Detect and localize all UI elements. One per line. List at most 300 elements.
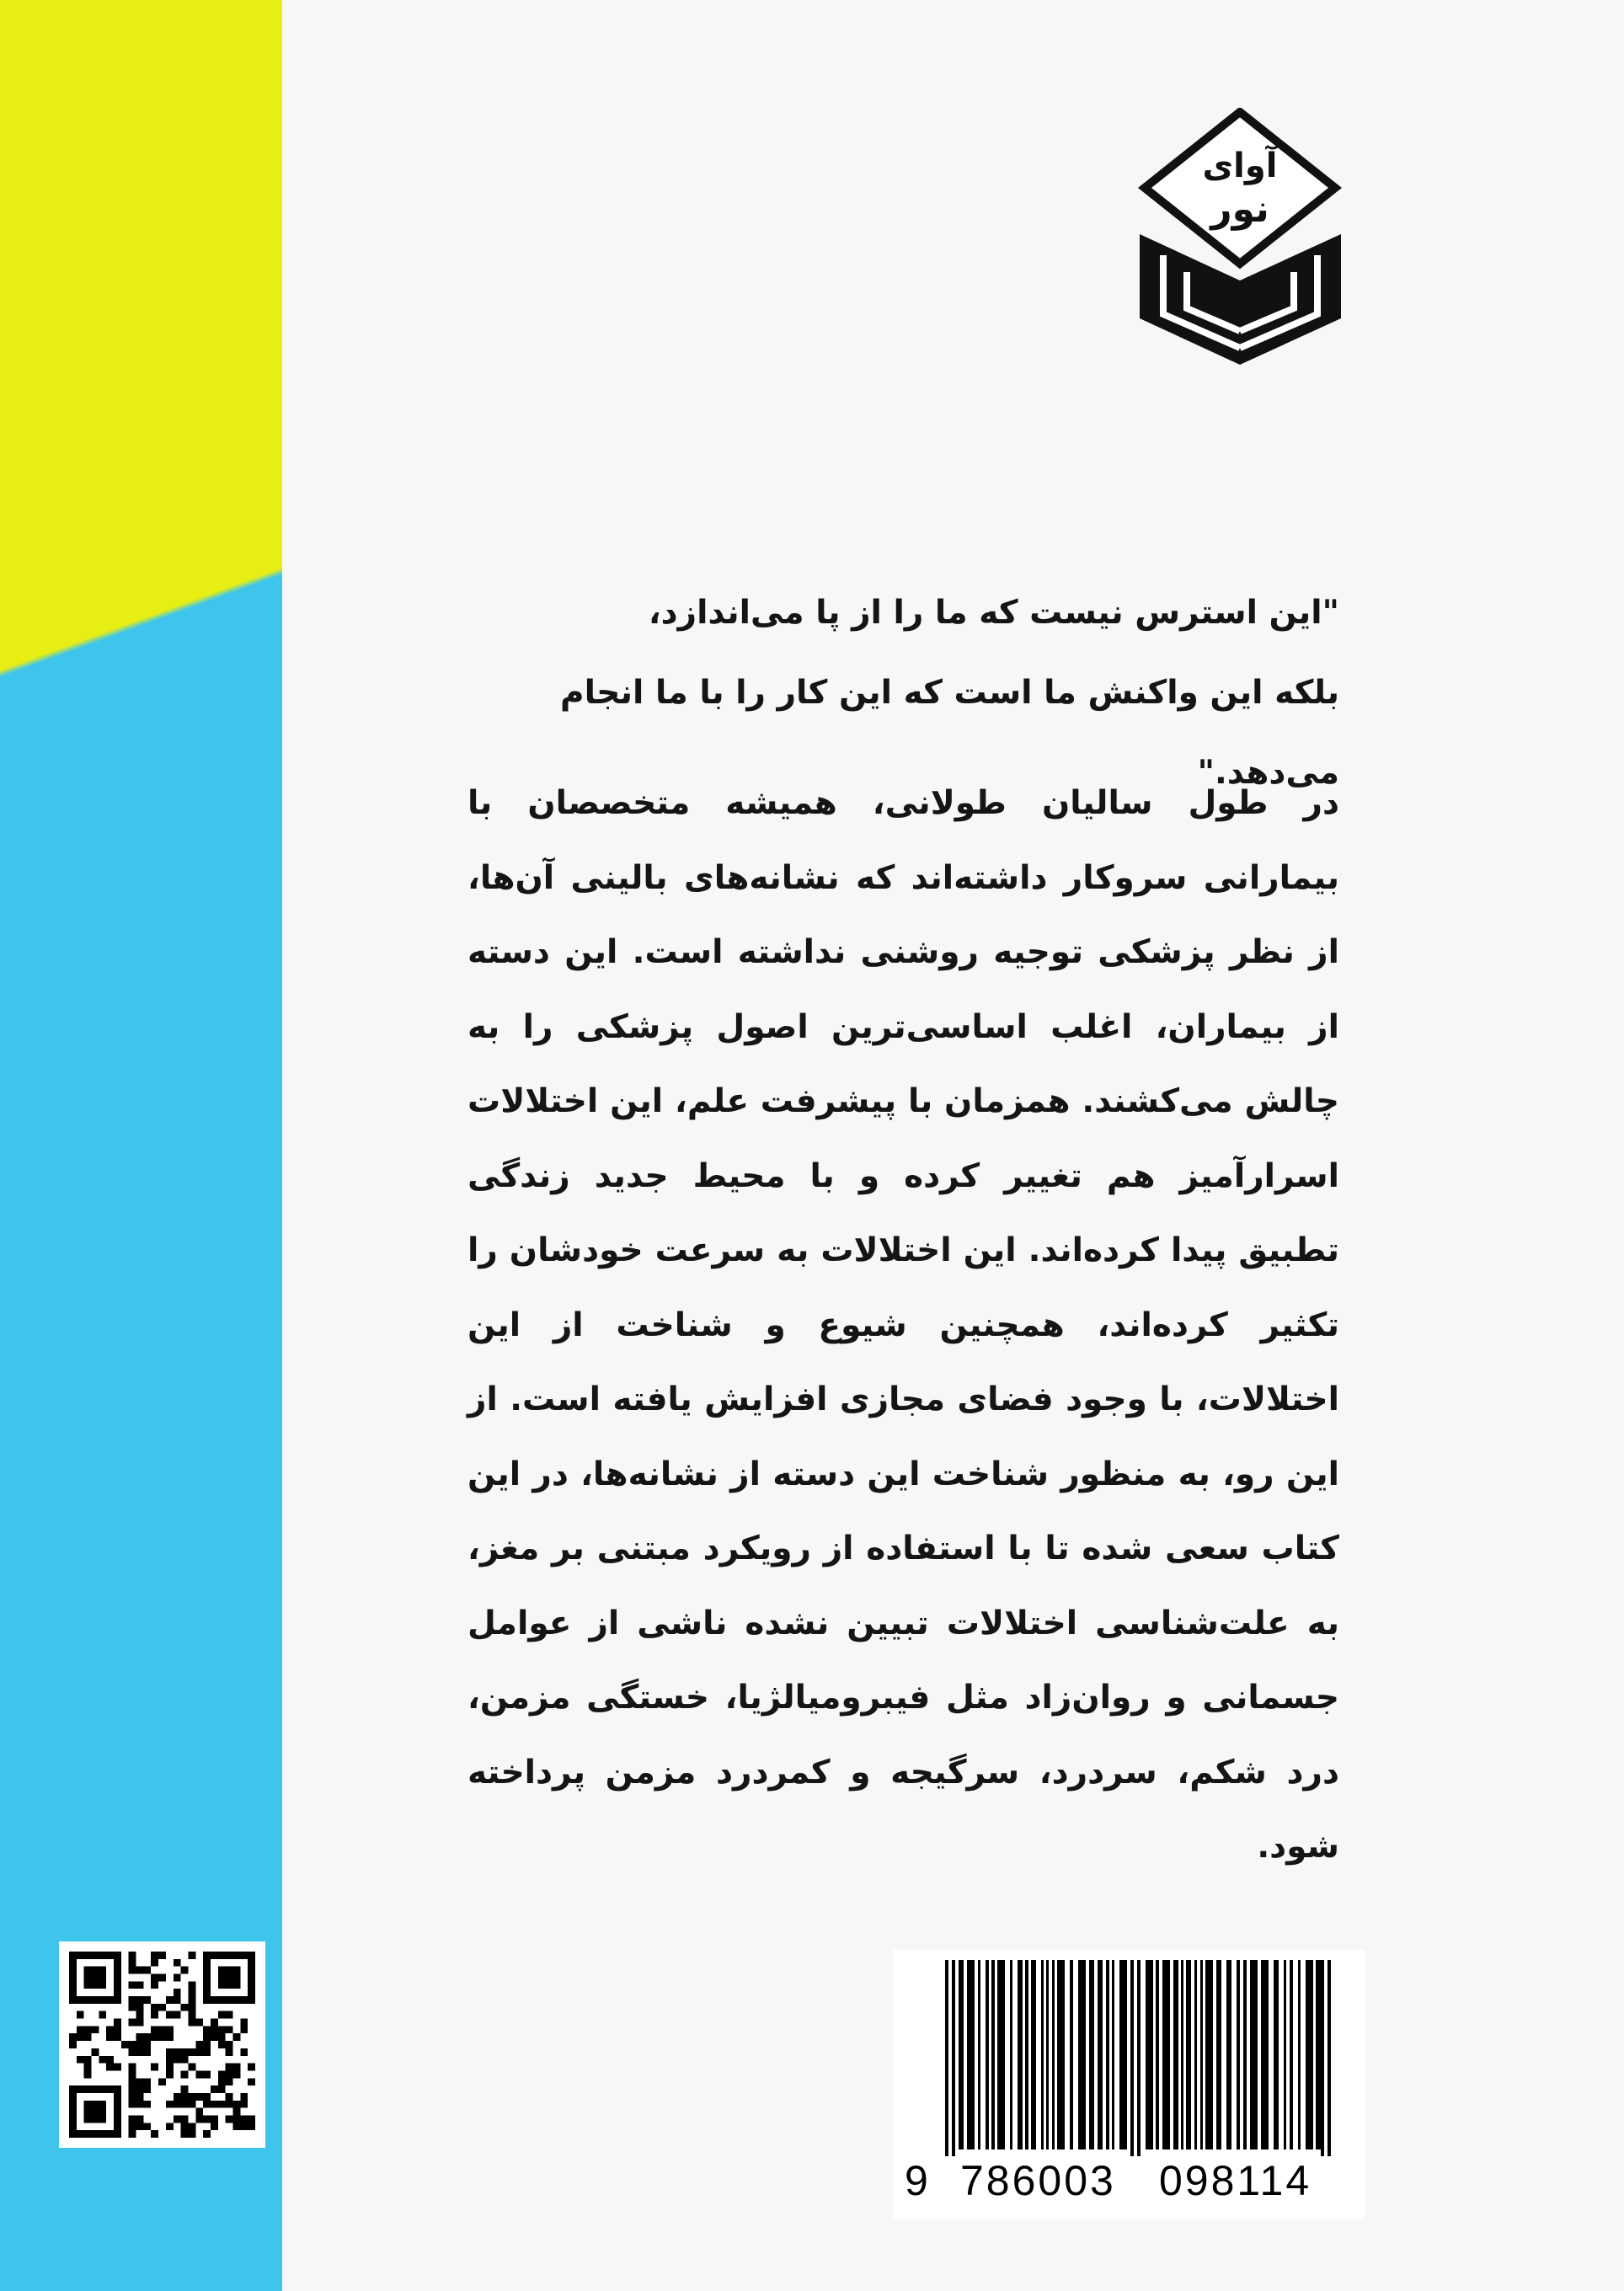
qr-module (203, 1996, 211, 2004)
qr-module (114, 1959, 121, 1967)
qr-module (203, 2130, 211, 2138)
qr-module (69, 1996, 77, 2004)
qr-module (84, 2070, 92, 2078)
qr-module (248, 2064, 255, 2071)
barcode-guard-bar (1130, 1960, 1134, 2156)
qr-module (136, 2004, 144, 2011)
qr-module (114, 2085, 121, 2093)
qr-module (129, 2115, 136, 2123)
qr-code-icon (69, 1952, 255, 2138)
qr-module (181, 2093, 189, 2101)
qr-module (174, 1959, 181, 1967)
qr-module (129, 2064, 136, 2071)
qr-module (226, 1996, 233, 2004)
qr-module (218, 2101, 226, 2108)
qr-module (174, 1974, 181, 1982)
barcode-bar (1205, 1960, 1213, 2149)
qr-module (114, 1974, 121, 1982)
qr-module (232, 1952, 240, 1959)
qr-module (158, 1974, 166, 1982)
qr-module (136, 2085, 144, 2093)
barcode-bar (1250, 1960, 1258, 2149)
qr-module (240, 1952, 248, 1959)
qr-module (129, 2004, 136, 2011)
barcode-bar (1010, 1960, 1012, 2149)
book-description: در طول سالیان طولانی، همیشه متخصصان با بیمارانی سروکار داشته‌اند که نشانه‌های بالینی آن‌ها، از نظر پزشکی توجیه روشنی نداشته است. این دسته از بیماران، اغلب اساسی‌ترین اصول پزشکی را به چالش می‌کشند. همزمان با پیشرفت علم، این اختلالات اسرارآمیز هم تغییر کرده و با محیط جدید زندگی تطبیق پیدا کرده‌اند. این اختلالات به سرعت خودشان را تکثیر کرده‌اند، همچنین شیوع و شناخت از این اختلالات، با وجود فضای مجازی افزایش یافته است. از این رو، به منظور شناخت این دسته از نشانه‌ها، در این کتاب سعی شده تا با استفاده از رویکرد مبتنی بر مغز، به علت‌شناسی اختلالات تبیین نشده ناشی از عوامل جسمانی و روان‌زاد مثل فیبرومیالژیا، خستگی مزمن، درد شکم، سردرد، سرگیجه و کمردرد مزمن پرداخته شود. (467, 784, 1339, 1866)
qr-module (226, 2101, 233, 2108)
qr-module (77, 2056, 84, 2064)
qr-module (218, 1967, 226, 1974)
qr-module (129, 1952, 136, 1959)
qr-module (106, 2026, 114, 2033)
barcode-bar (1070, 1960, 1073, 2149)
qr-module (106, 1952, 114, 1959)
qr-module (129, 1981, 136, 1989)
qr-module (106, 2056, 114, 2064)
qr-module (69, 2130, 77, 2138)
qr-module (174, 2101, 181, 2108)
qr-module (195, 2041, 203, 2048)
qr-module (99, 1981, 106, 1989)
qr-module (218, 2011, 226, 2019)
qr-module (232, 2115, 240, 2123)
qr-module (121, 2041, 129, 2048)
qr-module (129, 1967, 136, 1974)
qr-module (114, 2115, 121, 2123)
qr-module (106, 2033, 114, 2041)
qr-module (188, 1952, 195, 1959)
qr-module (188, 2123, 195, 2130)
qr-module (99, 1974, 106, 1982)
qr-module (218, 2085, 226, 2093)
isbn-group-1: 786003 (960, 2157, 1116, 2204)
qr-module (114, 1996, 121, 2004)
qr-module (188, 2004, 195, 2011)
book-icon (1133, 108, 1348, 369)
qr-module (181, 2130, 189, 2138)
barcode-icon (893, 1950, 1365, 2156)
qr-module (166, 2123, 174, 2130)
barcode-bar (986, 1960, 989, 2149)
qr-module (181, 2070, 189, 2078)
barcode-bar (1119, 1960, 1127, 2149)
isbn-number (893, 2156, 1365, 2207)
qr-module (106, 2130, 114, 2138)
qr-module (129, 1996, 136, 2004)
qr-module (166, 2070, 174, 2078)
qr-module (136, 2019, 144, 2027)
qr-module (143, 1996, 151, 2004)
qr-module (136, 1981, 144, 1989)
qr-module (203, 2101, 211, 2108)
qr-module (211, 1996, 218, 2004)
qr-module (240, 2048, 248, 2056)
qr-module (218, 1981, 226, 1989)
qr-module (92, 1974, 99, 1982)
barcode-bar (1025, 1960, 1028, 2149)
qr-module (203, 1959, 211, 1967)
qr-module (174, 2115, 181, 2123)
qr-module (114, 2019, 121, 2027)
qr-module (129, 2070, 136, 2078)
qr-module (181, 2004, 189, 2011)
publisher-logo (1133, 108, 1348, 369)
qr-module (166, 2048, 174, 2056)
qr-module (84, 1974, 92, 1982)
qr-module (77, 2130, 84, 2138)
barcode-guard-bar (945, 1960, 948, 2156)
qr-module (248, 1959, 255, 1967)
qr-module (84, 2033, 92, 2041)
qr-module (151, 1952, 158, 1959)
qr-module (203, 2070, 211, 2078)
qr-module (106, 1996, 114, 2004)
qr-module (248, 1974, 255, 1982)
qr-module (129, 2093, 136, 2101)
qr-module (240, 2093, 248, 2101)
qr-module (226, 2011, 233, 2019)
qr-module (99, 2085, 106, 2093)
qr-module (248, 1981, 255, 1989)
qr-module (232, 2108, 240, 2116)
qr-module (99, 2056, 106, 2064)
qr-module (218, 2026, 226, 2033)
qr-module (203, 2033, 211, 2041)
qr-module (114, 1952, 121, 1959)
qr-module (226, 1974, 233, 1982)
qr-module (203, 1967, 211, 1974)
qr-module (232, 2033, 240, 2041)
qr-module (203, 1989, 211, 1996)
qr-module (195, 2115, 203, 2123)
qr-module (151, 1959, 158, 1967)
qr-module (188, 2093, 195, 2101)
qr-module (129, 2123, 136, 2130)
qr-module (106, 2085, 114, 2093)
barcode-bar (1146, 1960, 1153, 2149)
qr-module (143, 1967, 151, 1974)
qr-module (226, 2078, 233, 2085)
qr-module (174, 2093, 181, 2101)
qr-module (181, 2048, 189, 2056)
qr-module (218, 1974, 226, 1982)
qr-module (218, 1996, 226, 2004)
qr-module (143, 2041, 151, 2048)
barcode-bar (1284, 1960, 1286, 2149)
qr-module (114, 2026, 121, 2033)
qr-module (240, 2123, 248, 2130)
qr-module (84, 2056, 92, 2064)
qr-module (69, 1989, 77, 1996)
qr-module (203, 2041, 211, 2048)
qr-module (92, 1996, 99, 2004)
qr-module (143, 2078, 151, 2085)
qr-module (248, 2115, 255, 2123)
qr-module (226, 2070, 233, 2078)
qr-module (69, 1981, 77, 1989)
qr-module (211, 2085, 218, 2093)
qr-module (84, 2115, 92, 2123)
qr-module (84, 1967, 92, 1974)
qr-module (226, 2048, 233, 2056)
qr-module (84, 1996, 92, 2004)
qr-module (174, 1996, 181, 2004)
qr-module (69, 1952, 77, 1959)
qr-module (129, 2085, 136, 2093)
barcode-bar (1078, 1960, 1086, 2149)
qr-module (92, 2085, 99, 2093)
qr-module (99, 2101, 106, 2108)
qr-module (77, 2026, 84, 2033)
qr-module (218, 1952, 226, 1959)
isbn-group-2: 098114 (1159, 2157, 1312, 2204)
qr-module (211, 2101, 218, 2108)
barcode-bar (1194, 1960, 1197, 2149)
quote-line-2: بلکه این واکنش ما است که این کار را با ما انجام می‌دهد." (560, 674, 1339, 792)
qr-module (99, 2115, 106, 2123)
logo-line-1: آوای (1202, 147, 1278, 185)
qr-module (218, 2041, 226, 2048)
qr-module (248, 1996, 255, 2004)
barcode-guard-bar (1321, 1960, 1324, 2156)
qr-module (136, 2078, 144, 2085)
qr-module (69, 2085, 77, 2093)
qr-module (84, 2101, 92, 2108)
qr-module (69, 2101, 77, 2108)
qr-module (158, 2033, 166, 2041)
qr-module (151, 2033, 158, 2041)
qr-module (129, 2101, 136, 2108)
barcode-bar (1298, 1960, 1301, 2149)
barcode-bar (1290, 1960, 1293, 2149)
barcode-bar (1031, 1960, 1036, 2149)
barcode-bar (1162, 1960, 1170, 2149)
barcode-bar (1106, 1960, 1109, 2149)
qr-module (166, 2033, 174, 2041)
qr-module (84, 2026, 92, 2033)
qr-module (232, 2101, 240, 2108)
barcode-bar (1041, 1960, 1044, 2149)
isbn-barcode (893, 1950, 1365, 2219)
qr-module (174, 2011, 181, 2019)
qr-module (188, 1981, 195, 1989)
qr-module (248, 2078, 255, 2085)
qr-module (240, 2026, 248, 2033)
qr-module (69, 1974, 77, 1982)
qr-module (129, 2048, 136, 2056)
qr-module (203, 2048, 211, 2056)
qr-module (226, 2115, 233, 2123)
qr-module (99, 2011, 106, 2019)
qr-module (99, 2108, 106, 2116)
barcode-bar (1186, 1960, 1191, 2149)
qr-module (218, 2033, 226, 2041)
qr-module (114, 1989, 121, 1996)
qr-module (151, 2004, 158, 2011)
qr-module (226, 2026, 233, 2033)
qr-module (92, 2130, 99, 2138)
qr-module (114, 2108, 121, 2116)
qr-module (181, 2115, 189, 2123)
qr-module (77, 2033, 84, 2041)
qr-module (69, 2115, 77, 2123)
qr-module (232, 2123, 240, 2130)
qr-module (143, 2033, 151, 2041)
qr-module (99, 1996, 106, 2004)
barcode-guard-bar (1328, 1960, 1331, 2156)
qr-module (211, 1952, 218, 1959)
qr-module (77, 2011, 84, 2019)
barcode-bar (1306, 1960, 1313, 2149)
qr-module (188, 2101, 195, 2108)
qr-module (92, 2101, 99, 2108)
qr-module (92, 2026, 99, 2033)
qr-module (143, 2101, 151, 2108)
qr-module (129, 2041, 136, 2048)
qr-module (114, 2033, 121, 2041)
qr-module (129, 2019, 136, 2027)
qr-module (84, 2085, 92, 2093)
barcode-bar (1018, 1960, 1023, 2149)
qr-module (69, 2041, 77, 2048)
qr-module (136, 2048, 144, 2056)
qr-module (203, 2026, 211, 2033)
qr-module (84, 2108, 92, 2116)
barcode-bar (1052, 1960, 1055, 2149)
barcode-bar (978, 1960, 980, 2149)
qr-module (248, 1967, 255, 1974)
qr-module (232, 2064, 240, 2071)
barcode-bar (1112, 1960, 1114, 2149)
qr-module (240, 2115, 248, 2123)
qr-module (114, 2101, 121, 2108)
barcode-bar (1261, 1960, 1269, 2149)
qr-module (69, 2033, 77, 2041)
qr-module (114, 2064, 121, 2071)
qr-module (232, 1996, 240, 2004)
qr-module (136, 1967, 144, 1974)
barcode-bar (1226, 1960, 1231, 2149)
qr-module (181, 2085, 189, 2093)
qr-module (203, 1952, 211, 1959)
qr-module (203, 2093, 211, 2101)
qr-module (226, 2064, 233, 2071)
qr-module (84, 2130, 92, 2138)
qr-module (195, 2093, 203, 2101)
qr-module (151, 2026, 158, 2033)
qr-module (136, 2115, 144, 2123)
qr-module (174, 1989, 181, 1996)
qr-module (136, 2101, 144, 2108)
qr-module (92, 2108, 99, 2116)
barcode-guard-bar (1137, 1960, 1141, 2156)
qr-module (226, 2093, 233, 2101)
quote-line-1: "این استرس نیست که ما را از پا می‌اندازد، (648, 594, 1339, 632)
qr-module (188, 2130, 195, 2138)
qr-module (151, 2130, 158, 2138)
qr-module (232, 1974, 240, 1982)
barcode-bar (959, 1960, 964, 2149)
qr-module (136, 2011, 144, 2019)
qr-module (226, 1981, 233, 1989)
barcode-bar (991, 1960, 995, 2149)
qr-module (166, 2026, 174, 2033)
qr-module (240, 1996, 248, 2004)
qr-module (211, 2115, 218, 2123)
qr-module (174, 2056, 181, 2064)
barcode-bar (1173, 1960, 1178, 2149)
barcode-bar (1046, 1960, 1049, 2149)
qr-module (99, 1967, 106, 1974)
qr-module (106, 2064, 114, 2071)
qr-module (203, 1981, 211, 1989)
qr-module (188, 2064, 195, 2071)
barcode-bar (967, 1960, 975, 2149)
qr-module (77, 1996, 84, 2004)
barcode-bar (1057, 1960, 1065, 2149)
qr-module (226, 2041, 233, 2048)
qr-module (99, 2130, 106, 2138)
qr-module (248, 1989, 255, 1996)
barcode-bar (1098, 1960, 1103, 2149)
qr-module (69, 2108, 77, 2116)
qr-module (232, 1981, 240, 1989)
qr-module (240, 2101, 248, 2108)
qr-module (69, 1959, 77, 1967)
qr-module (129, 1959, 136, 1967)
qr-module (84, 2064, 92, 2071)
qr-module (181, 2101, 189, 2108)
qr-module (129, 2130, 136, 2138)
logo-line-2: نور (1210, 188, 1269, 231)
barcode-bar (1216, 1960, 1221, 2149)
barcode-bar (1243, 1960, 1247, 2149)
qr-module (166, 1996, 174, 2004)
qr-module (136, 2123, 144, 2130)
qr-module (188, 1996, 195, 2004)
qr-module (240, 2019, 248, 2027)
qr-module (114, 2123, 121, 2130)
qr-module (92, 2115, 99, 2123)
qr-module (114, 2130, 121, 2138)
qr-module (151, 1981, 158, 1989)
qr-module (218, 2078, 226, 2085)
qr-code (59, 1941, 265, 2148)
qr-module (136, 2041, 144, 2048)
qr-module (143, 2085, 151, 2093)
qr-module (195, 2048, 203, 2056)
qr-module (143, 2048, 151, 2056)
qr-module (248, 2123, 255, 2130)
qr-module (136, 2093, 144, 2101)
qr-module (181, 2123, 189, 2130)
qr-module (158, 2026, 166, 2033)
qr-module (84, 1981, 92, 1989)
qr-module (181, 1967, 189, 1974)
qr-module (211, 2123, 218, 2130)
barcode-bar (1200, 1960, 1203, 2149)
qr-module (203, 2115, 211, 2123)
qr-module (195, 2070, 203, 2078)
qr-module (232, 1967, 240, 1974)
qr-module (151, 2011, 158, 2019)
isbn-prefix-digit: 9 (905, 2157, 928, 2204)
qr-module (211, 2033, 218, 2041)
barcode-bar (997, 1960, 1005, 2149)
qr-module (151, 1974, 158, 1982)
qr-module (188, 1989, 195, 1996)
qr-module (188, 2011, 195, 2019)
